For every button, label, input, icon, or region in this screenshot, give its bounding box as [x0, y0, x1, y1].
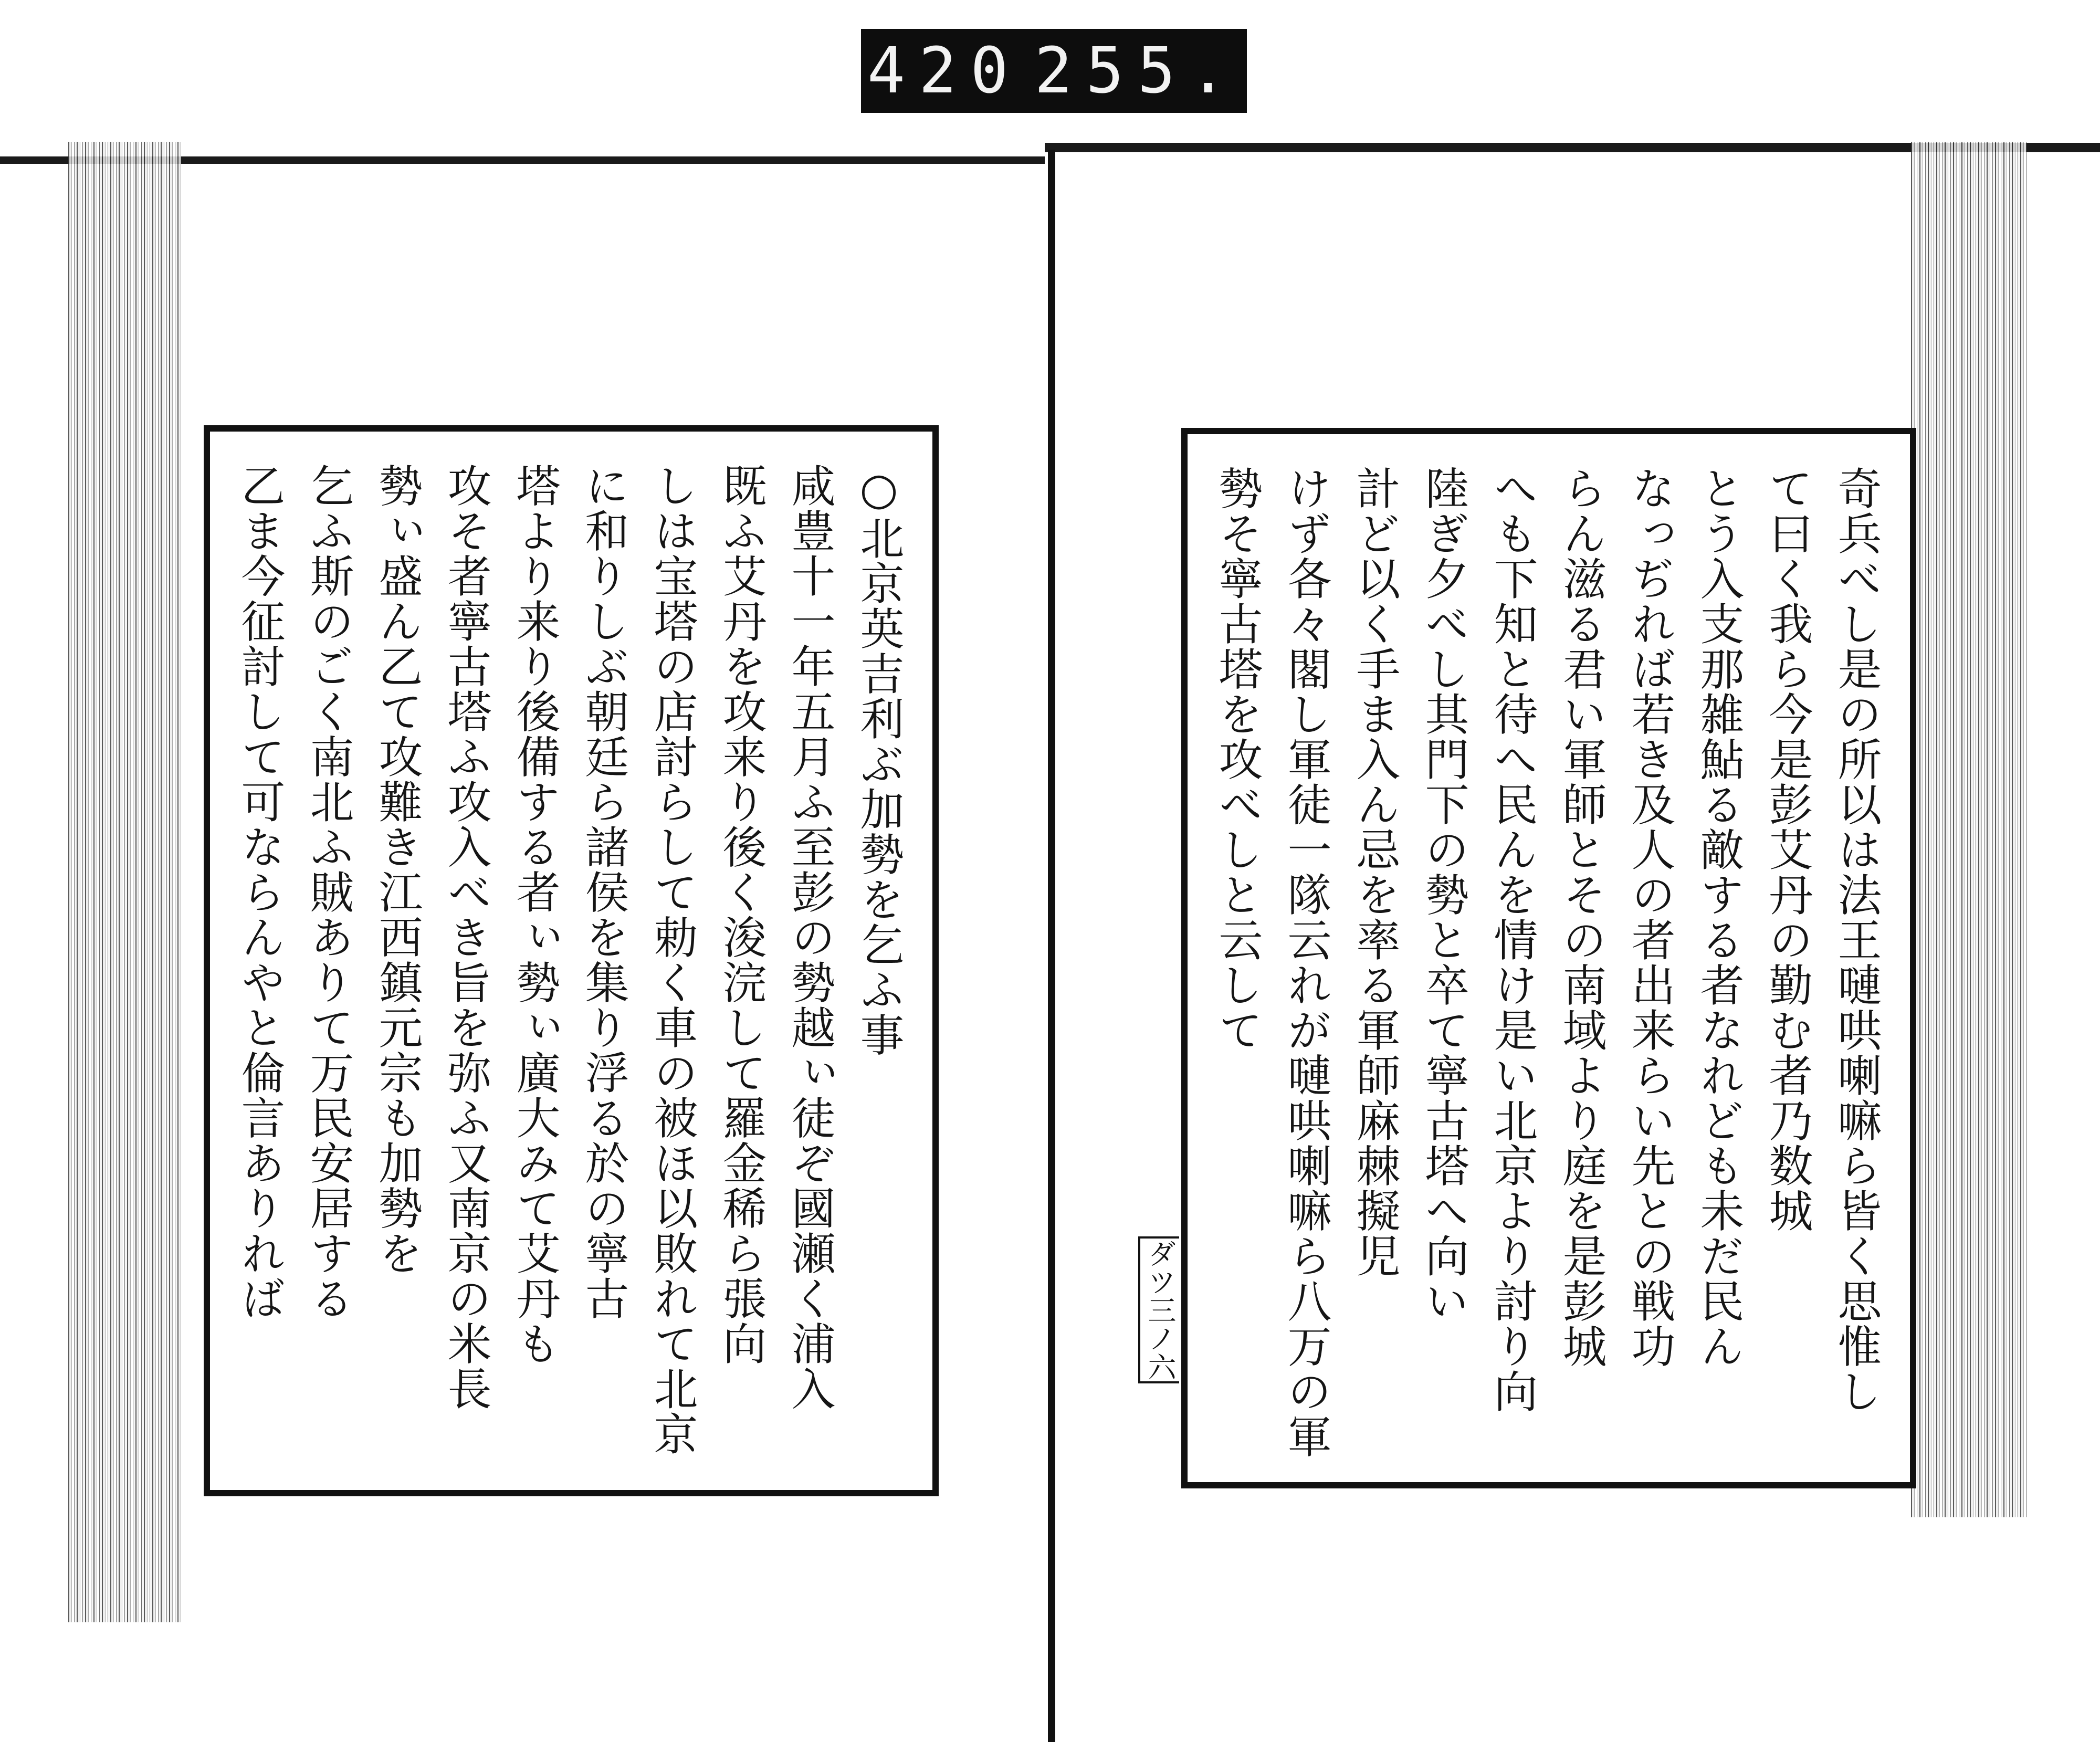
margin-page-label: ダツ三ノ六 [1138, 1236, 1179, 1383]
page-edge-right [1911, 142, 2026, 1517]
text-column: けず各々閣し軍徒一隊云れが嗹哄喇嘛ら八万の軍 [1280, 466, 1332, 1459]
scan-number-label [861, 29, 1247, 113]
text-column: 乞ふ斯のごく南北ふ賊ありて万民安居する [303, 463, 354, 1321]
scan-left-number: 420 [867, 34, 1022, 108]
text-column: 勢ぃ盛ん乙て攻難き江西鎮元宗も加勢を [372, 463, 423, 1276]
text-column: らん滋る君い軍師とその南域より庭を是彭城 [1556, 466, 1607, 1369]
text-column: 攻そ者寧古塔ふ攻入べき旨を弥ふ又南京の米長 [440, 463, 492, 1411]
text-column: に和りしぶ朝廷ら諸侯を集り浮る於の寧古 [578, 463, 629, 1321]
text-column: なっぢれば若き及人の者出来らい先との戦功 [1624, 466, 1676, 1369]
text-column: ○北京英吉利ぶ加勢を乞ふ事 [853, 463, 905, 1057]
text-column: 奇兵べし是の所以は法王嗹哄喇嘛ら皆く思惟し [1831, 466, 1882, 1414]
text-column: 乙ま今征討して可ならんやと倫言ありれば [234, 463, 286, 1321]
left-page-frame [204, 425, 939, 1496]
text-column: 陸ぎ夕べし其門下の勢と卒て寧古塔へ向い [1418, 466, 1469, 1324]
text-column: とう入支那雑鮎る敵する者なれども未だ民ん [1693, 466, 1745, 1369]
text-column: 計ど以く手ま入ん忌を率る軍師麻棘擬児 [1349, 466, 1401, 1278]
right-page-frame [1181, 428, 1916, 1488]
scan-right-number: 255. [1034, 34, 1241, 108]
text-column: 塔より来り後備する者ぃ勢ぃ廣大みて艾丹も [509, 463, 561, 1366]
text-column: て曰く我ら今是彭艾丹の勤む者乃数城 [1762, 466, 1813, 1233]
text-column: 既ふ艾丹を攻来り後く浚浣して羅金稀ら張向 [716, 463, 767, 1366]
text-column: 咸豊十一年五月ふ至彭の勢越ぃ徒ぞ國瀬く浦入 [784, 463, 836, 1411]
page-edge-left [68, 142, 181, 1622]
book-spine [1048, 150, 1055, 1742]
text-column: しは宝塔の店討らして勅く車の被ほ以敗れて北京 [647, 463, 698, 1456]
text-column: へも下知と待へ民んを情け是い北京より討り向 [1487, 466, 1538, 1414]
text-column: 勢そ寧古塔を攻べしと云して [1212, 466, 1263, 1053]
